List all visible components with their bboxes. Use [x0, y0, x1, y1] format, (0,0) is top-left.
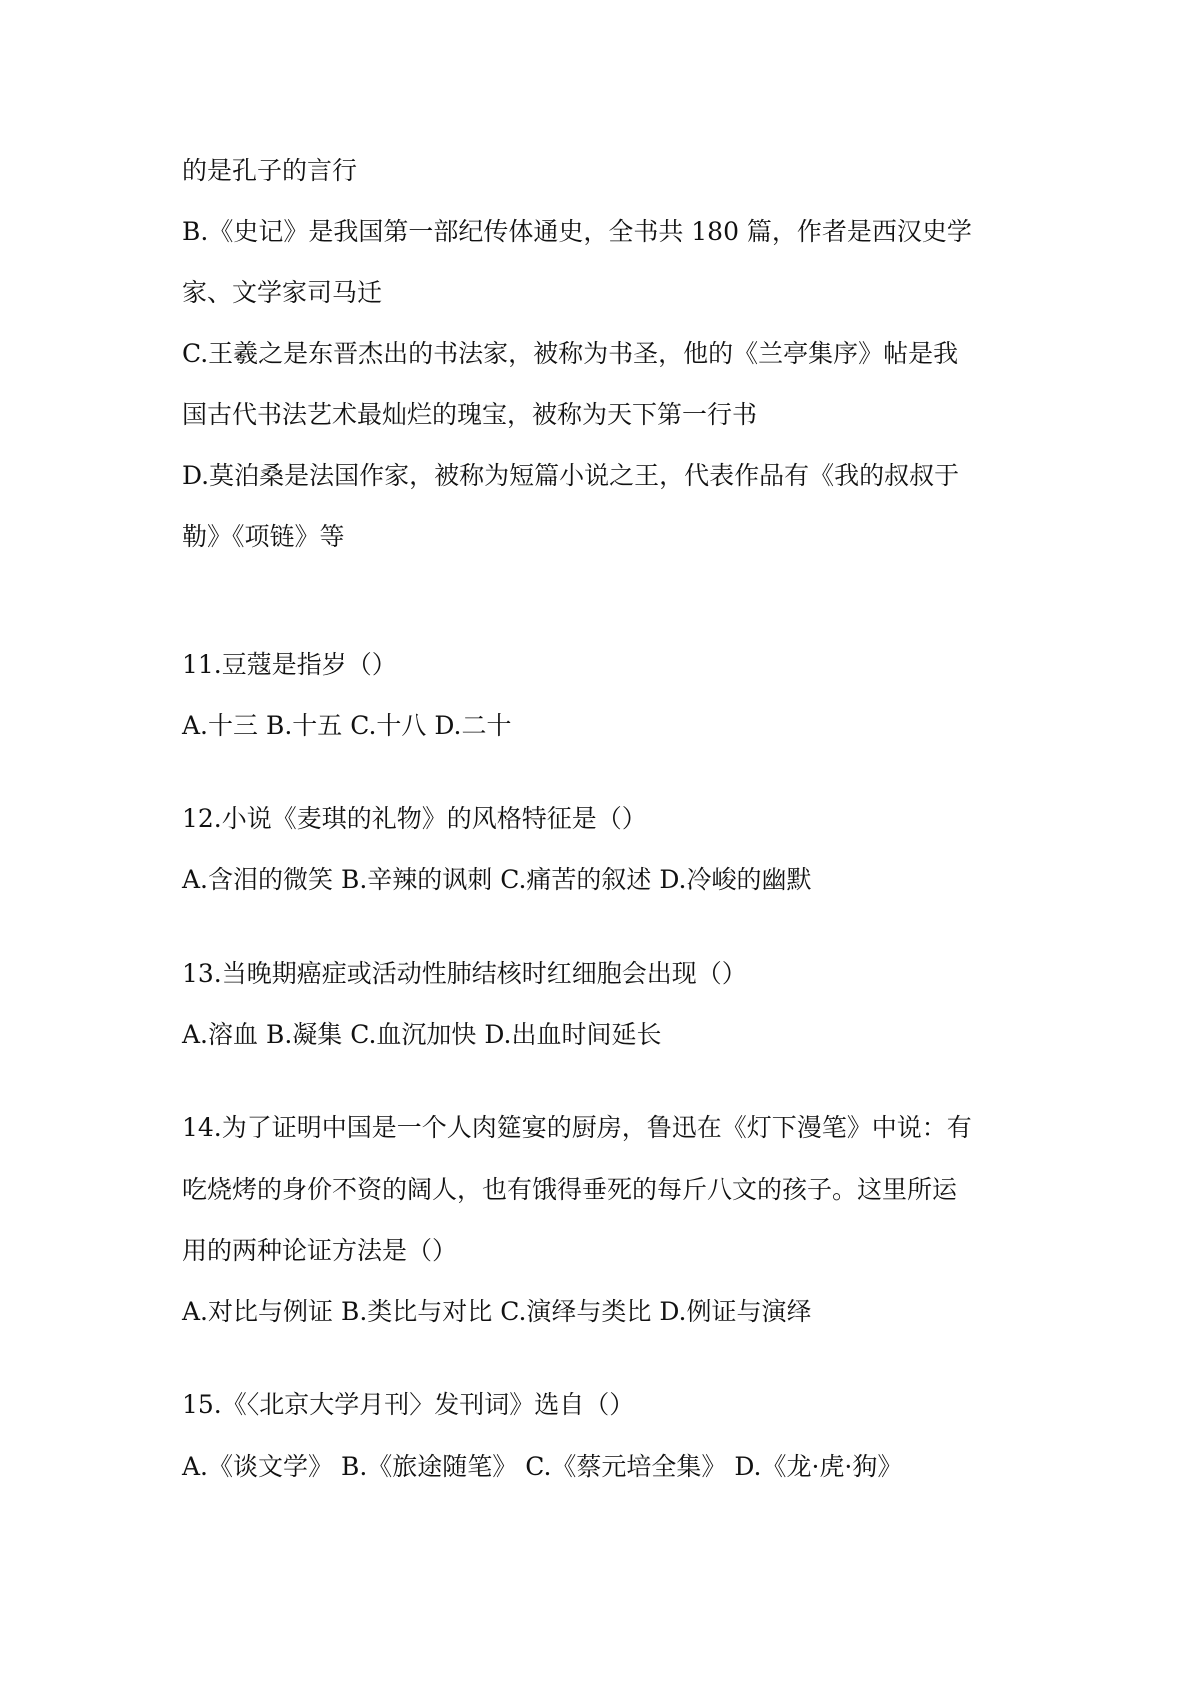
prev-question-tail: 的是孔子的言行 [182, 156, 358, 185]
q14-stem-line-2: 吃烧烤的身价不资的阔人，也有饿得垂死的每斤八文的孩子。这里所运 [182, 1175, 958, 1204]
q12-options: A.含泪的微笑 B.辛辣的讽刺 C.痛苦的叙述 D.冷峻的幽默 [182, 865, 812, 894]
q12-stem: 12.小说《麦琪的礼物》的风格特征是（） [182, 804, 647, 833]
q15-options: A.《谈文学》 B.《旅途随笔》 C.《蔡元培全集》 D.《龙·虎·狗》 [182, 1452, 903, 1481]
prev-option-b-line-1: B.《史记》是我国第一部纪传体通史，全书共 180 篇，作者是西汉史学 [182, 217, 972, 246]
prev-option-b-line-2: 家、文学家司马迁 [182, 278, 383, 307]
q15-stem: 15.《〈北京大学月刊〉发刊词》选自（） [182, 1390, 635, 1419]
q11-stem: 11.豆蔻是指岁（） [182, 650, 397, 679]
q14-stem-line-1: 14.为了证明中国是一个人肉筵宴的厨房，鲁迅在《灯下漫笔》中说：有 [182, 1113, 972, 1142]
prev-option-d-line-2: 勒》《项链》等 [182, 522, 345, 551]
q13-stem: 13.当晚期癌症或活动性肺结核时红细胞会出现（） [182, 959, 747, 988]
prev-option-d-line-1: D.莫泊桑是法国作家，被称为短篇小说之王，代表作品有《我的叔叔于 [182, 461, 960, 490]
q14-options: A.对比与例证 B.类比与对比 C.演绎与类比 D.例证与演绎 [182, 1297, 812, 1326]
q13-options: A.溶血 B.凝集 C.血沉加快 D.出血时间延长 [182, 1020, 662, 1049]
prev-option-c-line-1: C.王羲之是东晋杰出的书法家，被称为书圣，他的《兰亭集序》帖是我 [182, 339, 959, 368]
prev-option-c-line-2: 国古代书法艺术最灿烂的瑰宝，被称为天下第一行书 [182, 400, 758, 429]
q14-stem-line-3: 用的两种论证方法是（） [182, 1236, 458, 1265]
q11-options: A.十三 B.十五 C.十八 D.二十 [182, 711, 512, 740]
